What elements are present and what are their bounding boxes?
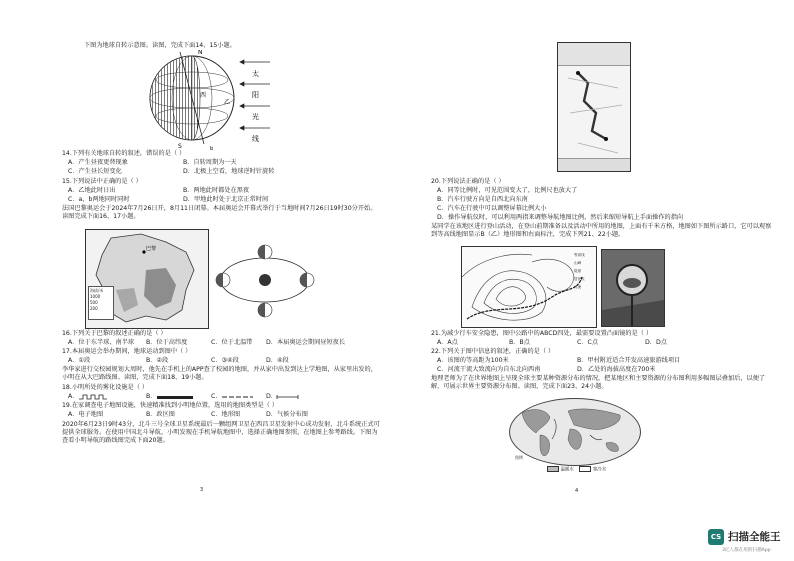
option: A．A点 [437,339,458,346]
map-legend: 温暖水 寒冷水 [547,466,606,475]
question-16: 16.下列关于巴黎的叙述正确的是（ ） [62,330,167,337]
question-22: 22.下列关于图中信息的叙述，正确的是（ ） [431,348,555,355]
question-20: 20.下列说法正确的是（ ） [431,178,505,185]
option: A．同等比例时，可见范围变大了，比例尺也放大了 [437,187,578,194]
question-18: 18.小明所处的雾化设施是（ ） [62,384,149,391]
scanner-watermark [708,528,792,558]
option: D．气候分布图 [266,411,308,418]
option: A．电子地图 [68,411,104,418]
option: B．政区图 [146,411,175,418]
contour-map [461,246,597,328]
option: A．乙地此时日出 [68,187,116,194]
option: C．C点 [577,339,599,346]
legend-swatch [579,466,591,472]
earth-rotation-figure [140,50,280,150]
scale-symbol-d [276,394,300,400]
letter-n: N [198,50,203,56]
scale-symbol-a [78,394,112,400]
cs-logo-icon: CS [708,529,724,545]
convex-mirror-photo [601,249,665,327]
sun-char-4: 线 [252,135,259,143]
option: B．两地此时都处在黑夜 [183,187,250,194]
page-number: 3 [200,487,204,493]
intro-text: 法国巴黎奥运会于2024年7月26日开，8月11日闭幕。本届奥运会开幕式举行于当地时间7月26日19时30分开始。读图完成下面16、17小题。 [62,205,377,220]
place-label: 巴黎 [146,246,157,252]
scale-symbol-b [156,395,196,400]
letter-s: S [178,143,182,150]
option: D．甲地此时处于北京正常时间 [183,196,269,203]
option: B．甲村附近适合开发高速旅游线项目 [577,357,681,364]
option: C．③④段 [211,357,239,364]
option: A． [68,393,79,400]
option: B．B点 [509,339,530,346]
option: D． [266,393,277,400]
navigation-screenshot [557,42,631,172]
option: A．该图的等高距为100米 [437,357,509,364]
option: C．地形图 [211,411,241,418]
sun-char-1: 太 [252,70,259,78]
option: C．汽车在行驶中可以调整屏幕比例大小 [437,205,547,212]
option: C． [211,393,222,400]
page-number: 4 [575,488,579,494]
label-yi: 乙 [224,99,231,106]
map-legend-label: 图例 [515,455,523,460]
option: A．产生昼夜更替现象 [68,159,128,166]
cs-tagline: 3亿人都在用的扫描App [722,548,771,553]
sun-char-3: 光 [252,113,259,121]
label-xi: 西 [200,92,207,99]
option: C．河流干流大致流向为自东北向西南 [437,366,541,373]
question-19: 19.在家调查电子地图设施，快速精准找到小明地位置，选用的地图类型是（ ） [62,402,278,409]
intro-text: 2020年6月23日9时43分，北斗三号全球卫星系统最后一颗组网卫星在西昌卫星发射中心成功发射，北斗系统正式可提供全球服务。在使用中国北斗导航，小明发现在手机导航地图中，选择正确地图参照，在地图上参考路线。下图为查看小明导航的路线图完成下面20题。 [62,421,380,444]
elevation-legend: 海拔/米 1000 500 200 [88,286,114,320]
scale-symbol-c [221,394,255,400]
option: B．自转周期为一天 [183,159,237,166]
world-map [509,398,641,466]
option: C．a、b两地同时同时 [68,196,130,203]
option: D．操作导航仪时，可以利用两指来调整导航地图比例，然后来缩短导航上手面操作的指向 [437,214,684,221]
france-map [85,229,209,329]
option: D．④段 [266,357,289,364]
option: D．乙处的海拔高度在700米 [577,366,656,373]
option: D．本届奥运会期间昼短夜长 [266,339,346,346]
option: C．位于北温带 [211,339,253,346]
option: D．D点 [645,339,667,346]
legend-swatch [547,466,559,472]
sun-char-2: 阳 [252,91,259,99]
earth-orbit-figure [215,238,315,322]
option: D．北极上空看，地球逆时针旋转 [183,168,275,175]
right-page [397,0,794,561]
question-17: 17.本届奥运会举办期间，地球运动到图中（ ） [62,348,192,355]
option: B．②段 [146,357,169,364]
intro-text: 李华家进行交校园规划大周时，他先在手机上的APP查了校园的地图，并从家中出发到达上学地图，从家里出发的，小明在从大巴路线图。读图，完成下面18、19小题。 [62,366,377,381]
intro-text: 下图为地球自转示意图。读图，完成下面14、15小题。 [84,42,236,49]
intro-text: 某同学在该地区进行登山活动，在登山前期准备以及活动中所用的地图，上面有千米方格，地图如下图所示路口，它可以观察到等高线地图显示B（乙）地形图和右面标注，完成下列21、22小题。 [431,223,772,238]
question-14: 14.下列有关地球自转的叙述，错误的是（ ） [62,150,186,157]
letter-b: b [210,146,214,150]
question-21: 21.为减少行车安全隐患，图中公路中的ABCD四处，最需要设置凸面镜的是（ ） [431,330,653,337]
contour-legend: 等高线 山峰 陡崖 居民点 河流 [574,253,585,289]
option: A．①段 [68,357,91,364]
option: B． [146,393,157,400]
option: B．位于高纬度 [146,339,188,346]
option: A．位于东半球、南半球 [68,339,135,346]
option: B．汽车行驶方向是自西北向东南 [437,196,528,203]
cs-app-name: 扫描全能王 [728,531,781,543]
question-15: 15.下列说法中正确的是（ ） [62,178,142,185]
intro-text: 地理老师为了在世界地图上呈现全球主要某种资源分布的情况，把某地区和主要资源的分布图利用多幅图层叠加后，以便了解，可展示世界主要资源分布图。读图，完成下面23、24小题。 [431,375,766,390]
option: C．产生昼长短变化 [68,168,122,175]
